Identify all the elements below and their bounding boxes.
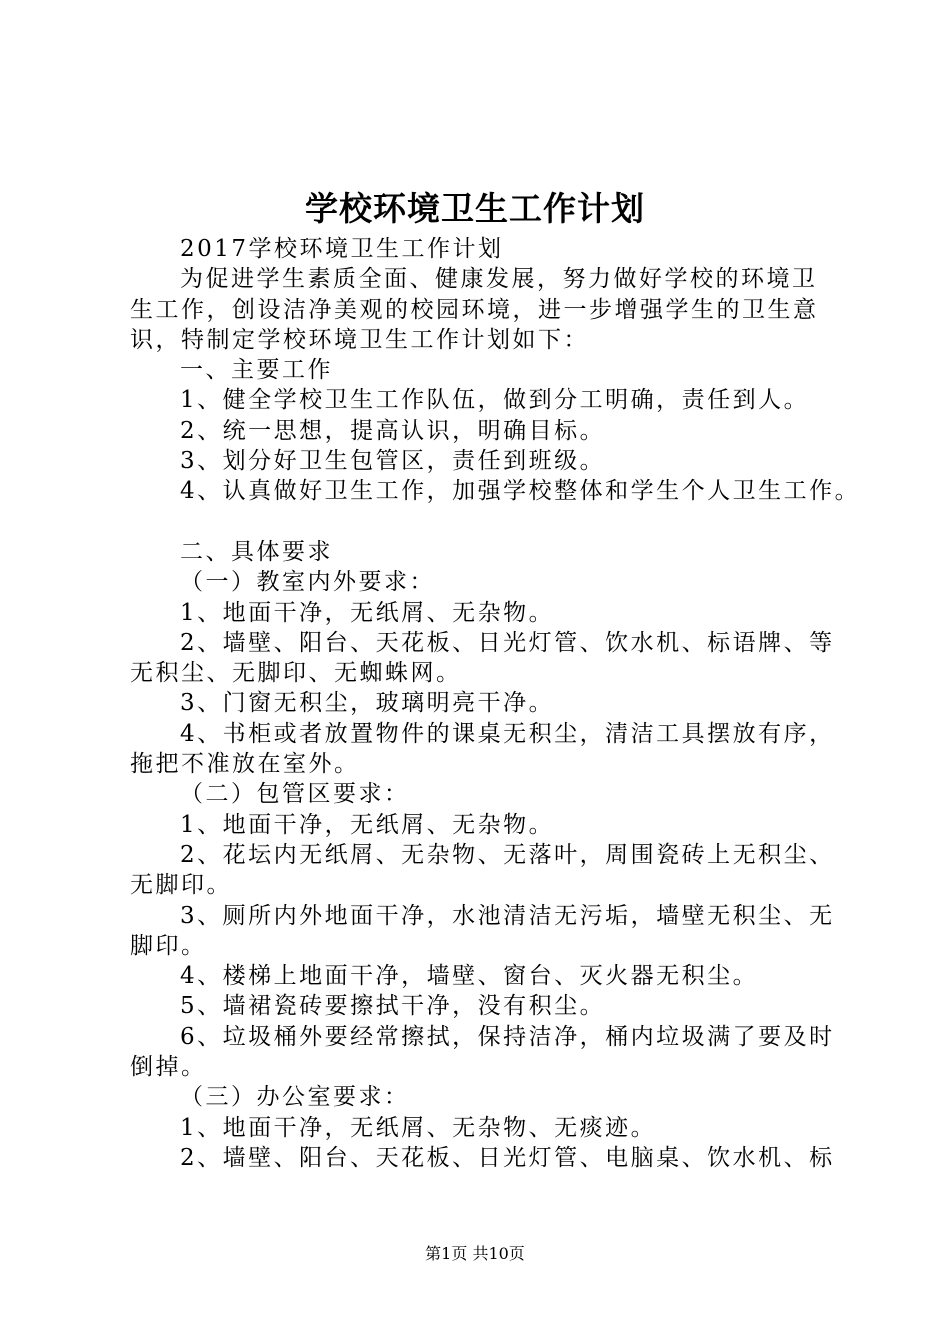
paragraph-line: （三）办公室要求：	[180, 1084, 410, 1111]
paragraph-line: 1、地面干净，无纸屑、无杂物。	[180, 811, 555, 838]
paragraph-line: 5、墙裙瓷砖要擦拭干净，没有积尘。	[180, 993, 606, 1020]
paragraph-line: 3、门窗无积尘，玻璃明亮干净。	[180, 690, 555, 717]
paragraph-line: 无积尘、无脚印、无蜘蛛网。	[130, 660, 462, 687]
paragraph-line: 3、厕所内外地面干净，水池清洁无污垢，墙壁无积尘、无	[180, 902, 835, 929]
paragraph-line: 3、划分好卫生包管区，责任到班级。	[180, 448, 606, 475]
paragraph-line: 一、主要工作	[180, 357, 333, 384]
paragraph-line: 2、墙壁、阳台、天花板、日光灯管、饮水机、标语牌、等	[180, 629, 835, 656]
paragraph-line: 生工作，创设洁净美观的校园环境，进一步增强学生的卫生意	[130, 296, 819, 323]
paragraph-line: 1、地面干净，无纸屑、无杂物、无痰迹。	[180, 1114, 657, 1141]
paragraph-line: 拖把不准放在室外。	[130, 751, 360, 778]
page-footer: 第1页 共10页	[425, 1244, 525, 1263]
paragraph-line: 1、健全学校卫生工作队伍，做到分工明确，责任到人。	[180, 387, 810, 414]
paragraph-line: 2、墙壁、阳台、天花板、日光灯管、电脑桌、饮水机、标	[180, 1144, 835, 1171]
paragraph-line: 4、认真做好卫生工作，加强学校整体和学生个人卫生工作。	[180, 478, 861, 505]
paragraph-line: 6、垃圾桶外要经常擦拭，保持洁净，桶内垃圾满了要及时	[180, 1023, 835, 1050]
paragraph-line: 4、楼梯上地面干净，墙壁、窗台、灭火器无积尘。	[180, 963, 759, 990]
paragraph-line: 为促进学生素质全面、健康发展，努力做好学校的环境卫	[180, 266, 818, 293]
paragraph-line: 脚印。	[130, 932, 207, 959]
paragraph-line: 二、具体要求	[180, 538, 333, 565]
paragraph-line: 倒掉。	[130, 1054, 207, 1081]
document-body	[130, 234, 861, 1173]
blank-line	[130, 507, 845, 537]
paragraph-line: 无脚印。	[130, 872, 232, 899]
paragraph-line: 2、花坛内无纸屑、无杂物、无落叶，周围瓷砖上无积尘、	[180, 841, 835, 868]
document-title: 学校环境卫生工作计划	[305, 189, 645, 228]
paragraph-line: 识，特制定学校环境卫生工作计划如下：	[130, 326, 589, 353]
paragraph-line: 1、地面干净，无纸屑、无杂物。	[180, 599, 555, 626]
paragraph-line: 2、统一思想，提高认识，明确目标。	[180, 417, 606, 444]
paragraph-line: 2017学校环境卫生工作计划	[180, 236, 504, 262]
paragraph-line: （一）教室内外要求：	[180, 569, 435, 596]
paragraph-line: （二）包管区要求：	[180, 781, 410, 808]
paragraph-line: 4、书柜或者放置物件的课桌无积尘，清洁工具摆放有序，	[180, 720, 835, 747]
